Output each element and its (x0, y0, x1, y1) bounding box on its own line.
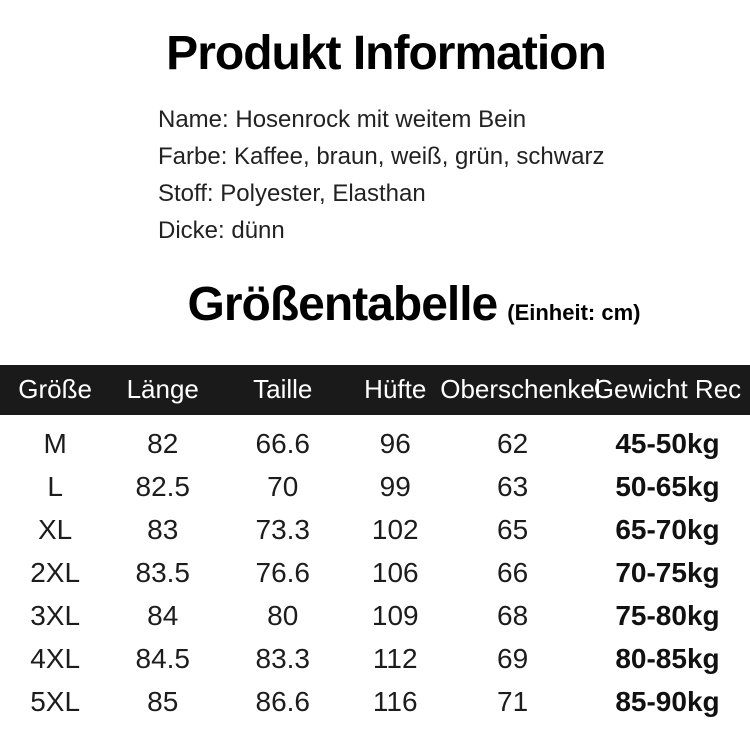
table-cell: 5XL (30, 686, 81, 718)
table-cell: 4XL (30, 643, 81, 675)
table-cell: 80 (267, 600, 299, 632)
table-cell: L (47, 471, 63, 503)
table-cell: 3XL (30, 600, 81, 632)
table-row (0, 423, 750, 466)
table-cell: XL (38, 514, 73, 546)
table-cell: 66 (497, 557, 529, 589)
header-cell: Länge (126, 374, 199, 405)
table-cell: 62 (497, 428, 529, 460)
product-info-line-color: Farbe: Kaffee, braun, weiß, grün, schwarz (158, 142, 605, 170)
table-cell: 75-80kg (615, 600, 720, 632)
table-cell: 70 (267, 471, 299, 503)
table-cell: 109 (371, 600, 419, 632)
table-cell: 83 (147, 514, 179, 546)
size-table-body (0, 415, 750, 724)
header-cell: Taille (253, 374, 313, 405)
table-row (0, 681, 750, 724)
table-cell: 69 (497, 643, 529, 675)
table-cell: 45-50kg (615, 428, 720, 460)
product-info-block (158, 101, 750, 249)
table-cell: M (43, 428, 67, 460)
table-cell: 96 (379, 428, 411, 460)
table-cell: 50-65kg (615, 471, 720, 503)
table-cell: 82.5 (135, 471, 190, 503)
table-cell: 2XL (30, 557, 81, 589)
table-cell: 84 (147, 600, 179, 632)
size-table-heading (0, 277, 750, 332)
table-cell: 116 (372, 686, 418, 718)
table-row (0, 466, 750, 509)
header-cell: Gewicht Rec (593, 374, 742, 405)
table-cell: 106 (371, 557, 419, 589)
header-cell: Oberschenkel (440, 374, 601, 405)
product-info-line-fabric: Stoff: Polyester, Elasthan (158, 179, 426, 207)
table-cell: 70-75kg (615, 557, 720, 589)
table-row (0, 552, 750, 595)
size-table-unit-note: (Einheit: cm) (507, 299, 641, 325)
table-cell: 85-90kg (615, 686, 720, 718)
table-cell: 65 (497, 514, 529, 546)
table-cell: 73.3 (255, 514, 310, 546)
table-cell: 102 (371, 514, 419, 546)
page-title: Produkt Information (166, 27, 606, 80)
table-cell: 63 (497, 471, 529, 503)
table-cell: 99 (379, 471, 411, 503)
table-cell: 83.5 (135, 557, 190, 589)
table-cell: 65-70kg (615, 514, 720, 546)
table-cell: 112 (372, 643, 418, 675)
table-row (0, 595, 750, 638)
size-table-title: Größentabelle (187, 277, 498, 331)
header-cell: Hüfte (364, 374, 427, 405)
product-info-line-thickness: Dicke: dünn (158, 216, 285, 244)
product-info-line-name: Name: Hosenrock mit weitem Bein (158, 105, 527, 133)
size-table-header-row (0, 365, 750, 415)
table-cell: 80-85kg (615, 643, 720, 675)
table-cell: 83.3 (255, 643, 310, 675)
table-cell: 68 (497, 600, 529, 632)
table-cell: 66.6 (255, 428, 310, 460)
table-cell: 82 (147, 428, 179, 460)
table-cell: 76.6 (255, 557, 310, 589)
table-cell: 84.5 (135, 643, 190, 675)
table-row (0, 638, 750, 681)
table-cell: 86.6 (255, 686, 310, 718)
header-cell: Größe (18, 374, 92, 405)
table-row (0, 509, 750, 552)
size-table (0, 365, 750, 724)
table-cell: 71 (497, 686, 529, 718)
table-cell: 85 (147, 686, 179, 718)
